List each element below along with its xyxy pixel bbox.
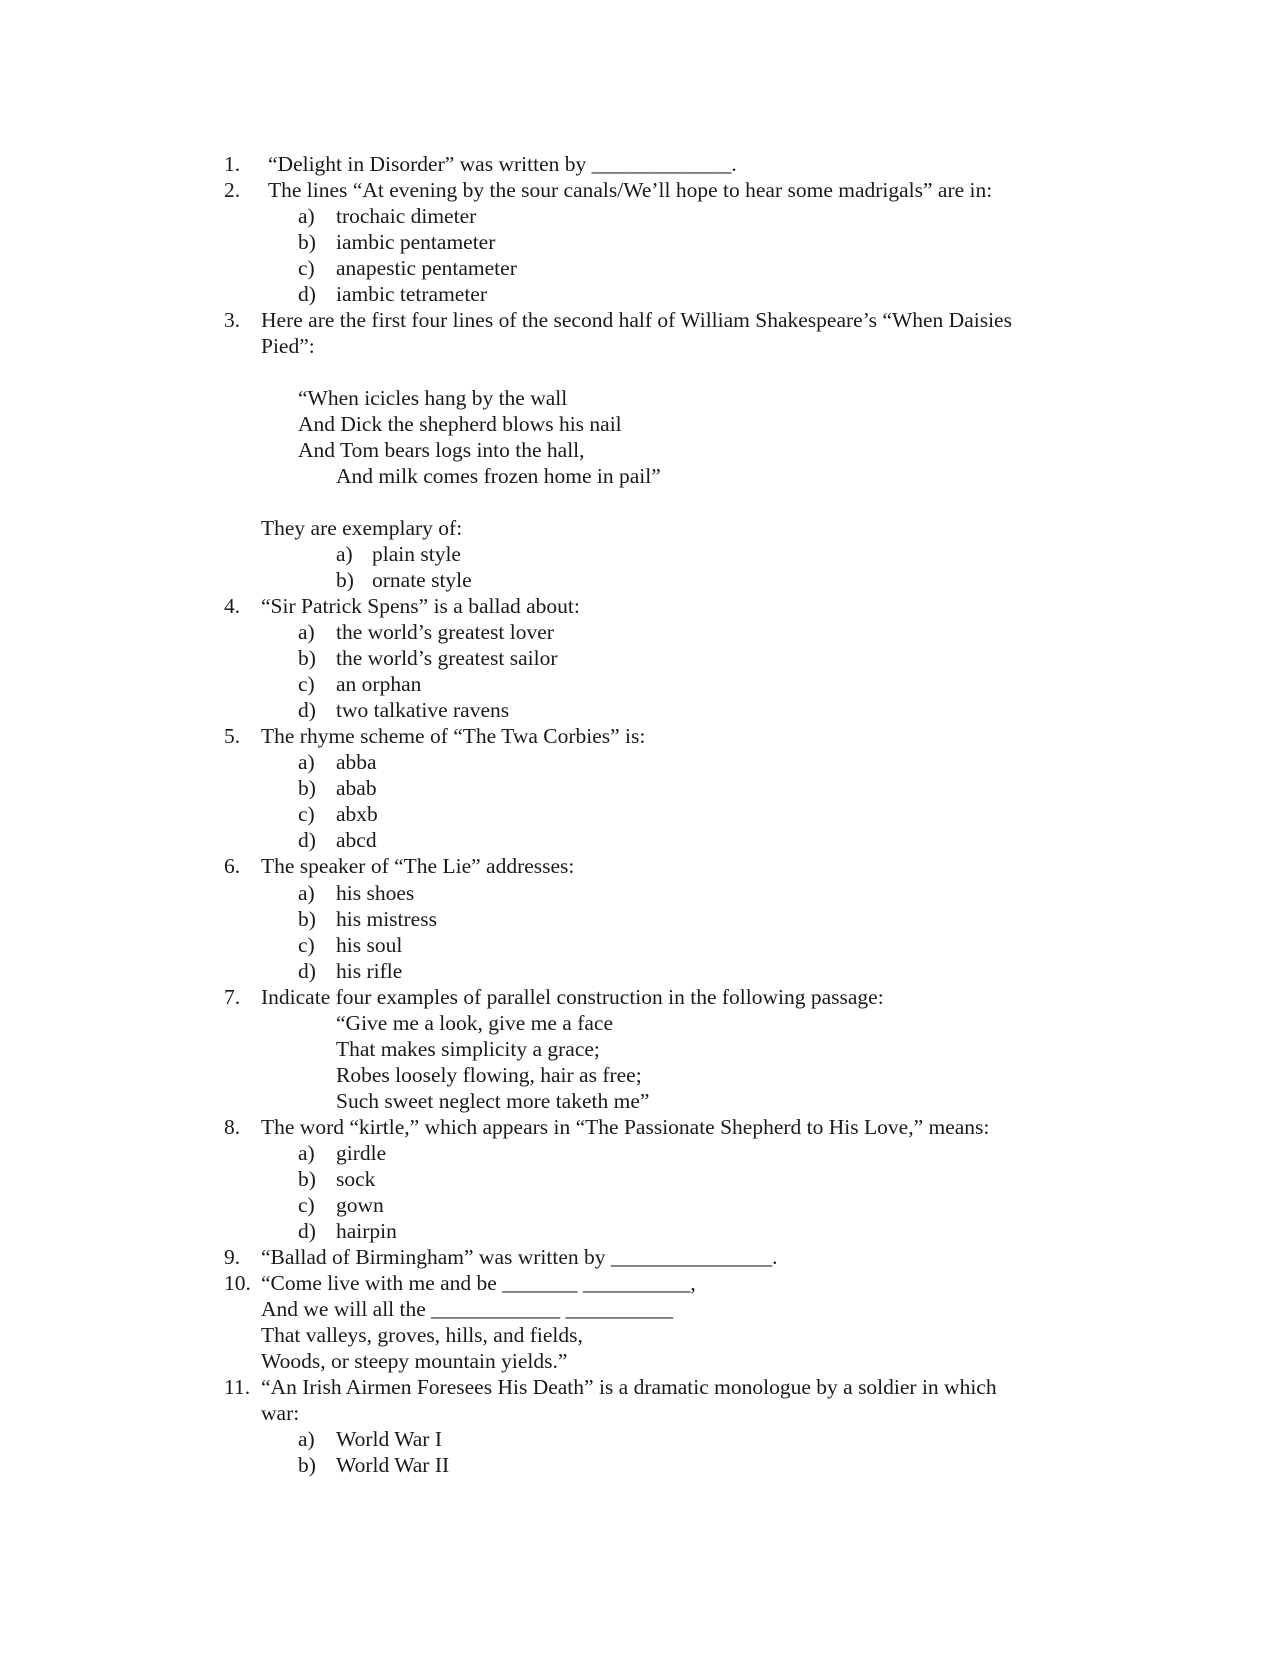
question-number: 8. [224, 1115, 241, 1139]
passage-line [0, 1062, 642, 1088]
option-b [0, 567, 472, 593]
question-text: Pied”: [261, 334, 315, 358]
option-label: a) [298, 750, 315, 774]
poem-line [0, 437, 585, 463]
question-10-line [0, 1296, 674, 1322]
option-text: plain style [372, 542, 461, 566]
option-label: b) [298, 907, 316, 931]
option-label: a) [298, 620, 315, 644]
option-text: the world’s greatest sailor [336, 646, 558, 670]
option-label: b) [298, 646, 316, 670]
question-4 [0, 593, 580, 619]
option-d [0, 827, 377, 853]
passage-line [0, 1010, 613, 1036]
option-label: d) [298, 1219, 316, 1243]
option-a [0, 749, 377, 775]
question-text: The lines “At evening by the sour canals/We’ll hope to hear some madrigals” are in: [268, 178, 993, 202]
question-text: The speaker of “The Lie” addresses: [261, 854, 575, 878]
option-label: b) [298, 230, 316, 254]
option-b [0, 1166, 376, 1192]
question-number: 7. [224, 985, 241, 1009]
poem-line [0, 463, 661, 489]
question-number: 9. [224, 1245, 241, 1269]
option-label: c) [298, 256, 315, 280]
question-number: 4. [224, 594, 241, 618]
question-number: 11. [224, 1375, 251, 1399]
question-text: “Come live with me and be _______ __________, [261, 1271, 696, 1295]
option-label: c) [298, 802, 315, 826]
question-11 [0, 1374, 997, 1400]
option-text: two talkative ravens [336, 698, 510, 722]
passage-text: Such sweet neglect more taketh me” [336, 1089, 650, 1113]
option-text: abxb [336, 802, 378, 826]
question-3 [0, 307, 1012, 333]
option-c [0, 255, 517, 281]
poem-text: And Dick the shepherd blows his nail [298, 412, 622, 436]
question-text: Here are the first four lines of the second half of William Shakespeare’s “When Daisies [261, 308, 1012, 332]
option-text: abba [336, 750, 377, 774]
option-label: d) [298, 959, 316, 983]
question-text: “Delight in Disorder” was written by _____________. [268, 152, 737, 176]
question-number: 2. [224, 178, 241, 202]
question-text: Indicate four examples of parallel construction in the following passage: [261, 985, 884, 1009]
poem-line [0, 385, 568, 411]
poem-text: “When icicles hang by the wall [298, 386, 568, 410]
question-text: And we will all the ____________ __________ [261, 1297, 674, 1321]
option-text: iambic tetrameter [336, 282, 488, 306]
question-text: The word “kirtle,” which appears in “The Passionate Shepherd to His Love,” means: [261, 1115, 990, 1139]
question-text: That valleys, groves, hills, and fields, [261, 1323, 583, 1347]
option-b [0, 906, 437, 932]
option-label: c) [298, 672, 315, 696]
option-label: b) [298, 1453, 316, 1477]
option-label: a) [298, 204, 315, 228]
question-prompt [0, 515, 463, 541]
question-3-continued [0, 333, 315, 359]
option-label: b) [336, 568, 354, 592]
option-a [0, 1140, 387, 1166]
option-text: World War I [336, 1427, 442, 1451]
option-text: abab [336, 776, 377, 800]
option-c [0, 932, 403, 958]
question-text: The rhyme scheme of “The Twa Corbies” is: [261, 724, 646, 748]
option-text: trochaic dimeter [336, 204, 477, 228]
option-a [0, 880, 415, 906]
option-text: his soul [336, 933, 403, 957]
option-text: hairpin [336, 1219, 397, 1243]
question-text: Woods, or steepy mountain yields.” [261, 1349, 568, 1373]
option-text: abcd [336, 828, 377, 852]
question-text: “An Irish Airmen Foresees His Death” is a dramatic monologue by a soldier in which [261, 1375, 997, 1399]
option-d [0, 1218, 397, 1244]
question-number: 10. [224, 1271, 251, 1295]
option-c [0, 801, 378, 827]
option-b [0, 775, 377, 801]
question-11-continued [0, 1400, 300, 1426]
question-text: war: [261, 1401, 300, 1425]
option-text: ornate style [372, 568, 472, 592]
question-10-line [0, 1348, 568, 1374]
option-text: anapestic pentameter [336, 256, 517, 280]
option-c [0, 1192, 384, 1218]
option-text: an orphan [336, 672, 422, 696]
option-a [0, 619, 554, 645]
passage-line [0, 1088, 650, 1114]
question-number: 6. [224, 854, 241, 878]
option-label: d) [298, 828, 316, 852]
option-label: c) [298, 933, 315, 957]
prompt-text: They are exemplary of: [261, 516, 463, 540]
option-b [0, 1452, 450, 1478]
poem-line [0, 411, 622, 437]
question-5 [0, 723, 646, 749]
poem-text: And Tom bears logs into the hall, [298, 438, 585, 462]
option-text: gown [336, 1193, 384, 1217]
option-text: his shoes [336, 881, 415, 905]
option-a [0, 203, 477, 229]
question-number: 5. [224, 724, 241, 748]
option-label: a) [298, 1427, 315, 1451]
question-text: “Sir Patrick Spens” is a ballad about: [261, 594, 580, 618]
option-label: a) [298, 1141, 315, 1165]
question-10 [0, 1270, 696, 1296]
option-b [0, 645, 558, 671]
option-label: c) [298, 1193, 315, 1217]
question-7 [0, 984, 884, 1010]
passage-text: “Give me a look, give me a face [336, 1011, 613, 1035]
option-text: his rifle [336, 959, 403, 983]
option-a [0, 541, 461, 567]
option-label: b) [298, 1167, 316, 1191]
option-a [0, 1426, 442, 1452]
option-text: his mistress [336, 907, 437, 931]
poem-text: And milk comes frozen home in pail” [336, 464, 661, 488]
option-d [0, 281, 488, 307]
question-1 [0, 151, 737, 177]
option-d [0, 958, 403, 984]
question-number: 1. [224, 152, 241, 176]
option-c [0, 671, 422, 697]
question-9 [0, 1244, 778, 1270]
option-b [0, 229, 496, 255]
option-label: a) [336, 542, 353, 566]
question-number: 3. [224, 308, 241, 332]
option-label: d) [298, 698, 316, 722]
question-6 [0, 853, 575, 879]
option-label: d) [298, 282, 316, 306]
option-label: a) [298, 881, 315, 905]
passage-text: That makes simplicity a grace; [336, 1037, 600, 1061]
option-text: World War II [336, 1453, 450, 1477]
passage-line [0, 1036, 600, 1062]
question-10-line [0, 1322, 583, 1348]
option-text: sock [336, 1167, 376, 1191]
question-8 [0, 1114, 990, 1140]
option-text: the world’s greatest lover [336, 620, 554, 644]
option-text: iambic pentameter [336, 230, 496, 254]
question-text: “Ballad of Birmingham” was written by _______________. [261, 1245, 778, 1269]
question-2 [0, 177, 993, 203]
option-d [0, 697, 510, 723]
option-label: b) [298, 776, 316, 800]
option-text: girdle [336, 1141, 387, 1165]
passage-text: Robes loosely flowing, hair as free; [336, 1063, 642, 1087]
